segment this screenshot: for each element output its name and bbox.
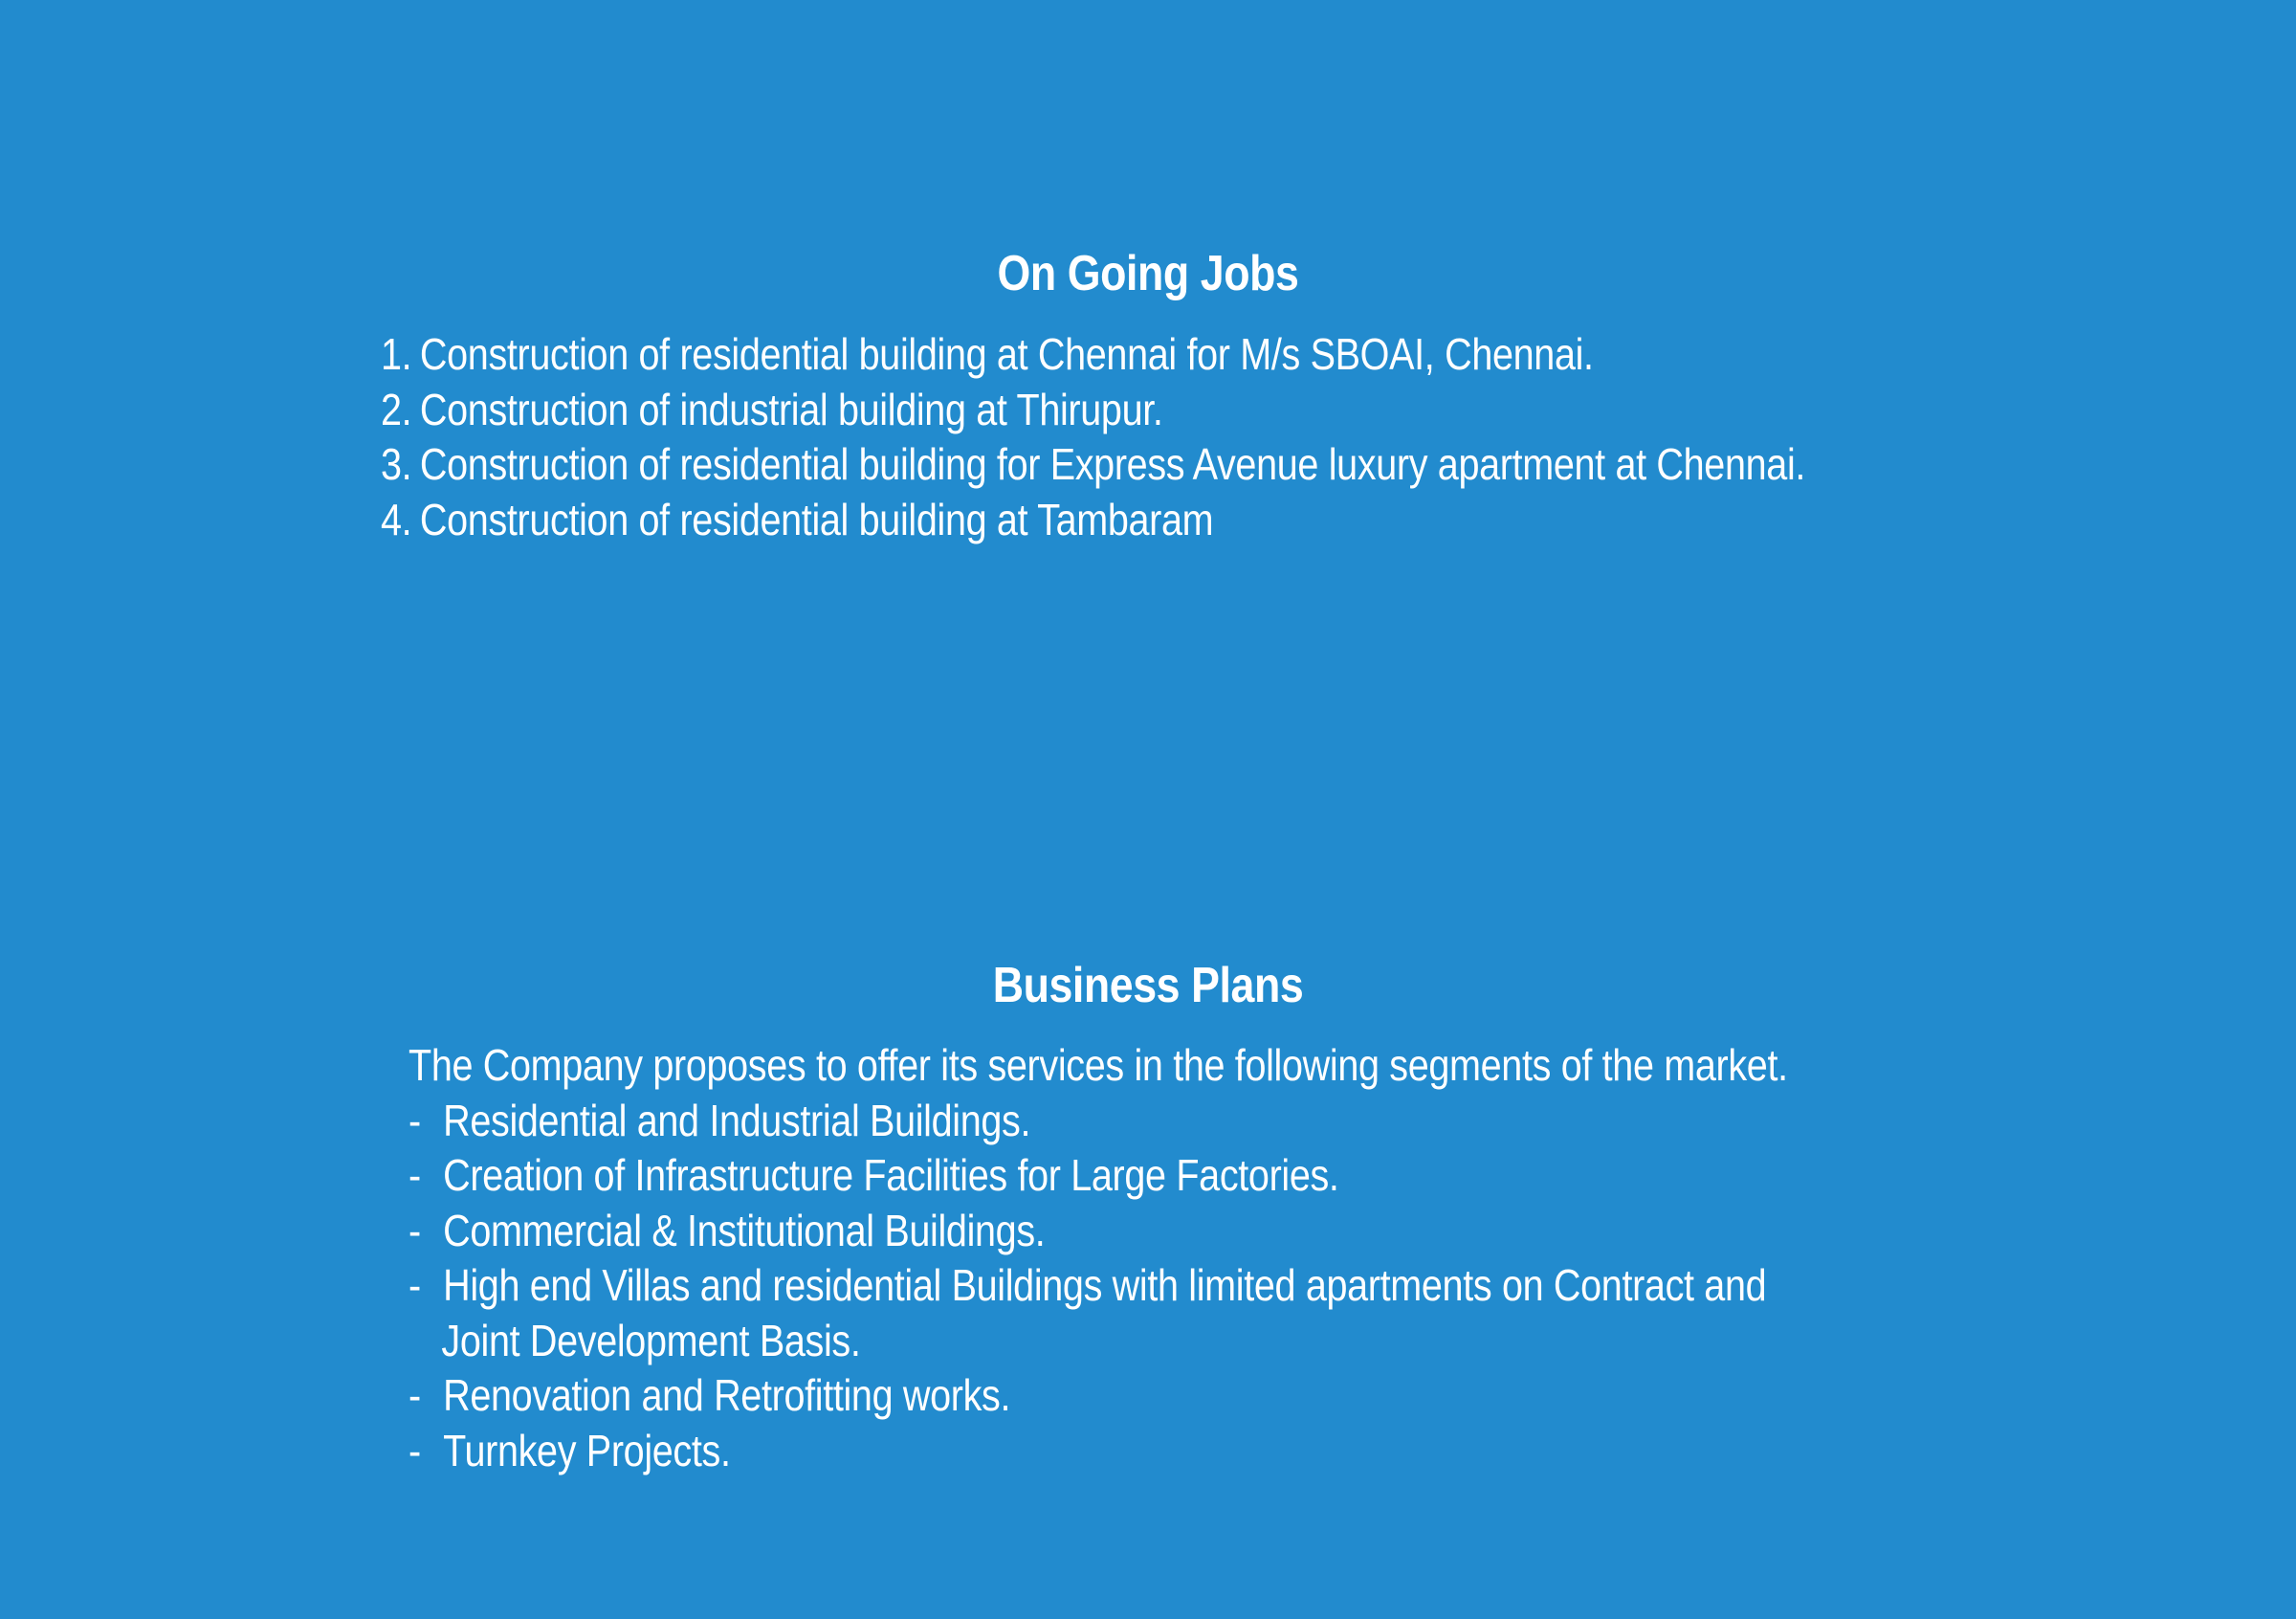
bullet-dash: - bbox=[408, 1260, 421, 1310]
bullet-dash: - bbox=[408, 1370, 421, 1420]
list-item bbox=[381, 437, 1805, 493]
list-item bbox=[408, 1148, 1788, 1204]
business-plans-title: Business Plans bbox=[992, 958, 1304, 1013]
list-item bbox=[381, 327, 1805, 383]
list-item-number: 4. bbox=[381, 494, 412, 544]
list-item bbox=[408, 1204, 1788, 1259]
list-item-text: Commercial & Institutional Buildings. bbox=[443, 1205, 1046, 1255]
list-item bbox=[408, 1368, 1788, 1424]
ongoing-jobs-list bbox=[381, 327, 1805, 547]
list-item-text: Construction of residential building for Express Avenue luxury apartment at Chennai. bbox=[419, 439, 1806, 489]
list-item bbox=[408, 1424, 1788, 1479]
ongoing-jobs-title: On Going Jobs bbox=[997, 246, 1299, 301]
business-plans-block bbox=[408, 1038, 1788, 1478]
bullet-dash: - bbox=[408, 1205, 421, 1255]
list-item-number: 3. bbox=[381, 439, 412, 489]
list-item bbox=[408, 1258, 1788, 1368]
list-item-text: Renovation and Retrofitting works. bbox=[443, 1370, 1011, 1420]
list-item-text: Construction of industrial building at Thirupur. bbox=[419, 384, 1163, 434]
list-item bbox=[381, 493, 1805, 548]
list-item-text-continued: Joint Development Basis. bbox=[441, 1315, 861, 1365]
list-item bbox=[408, 1094, 1788, 1149]
list-item-text: Creation of Infrastructure Facilities for Large Factories. bbox=[443, 1150, 1339, 1200]
business-plans-intro: The Company proposes to offer its services in the following segments of the market. bbox=[408, 1040, 1788, 1090]
bullet-dash: - bbox=[408, 1150, 421, 1200]
business-plans-list bbox=[408, 1094, 1788, 1479]
list-item-text: High end Villas and residential Buildings with limited apartments on Contract and bbox=[443, 1260, 1767, 1310]
list-item-text: Turnkey Projects. bbox=[443, 1425, 731, 1475]
list-item-number: 1. bbox=[381, 329, 412, 379]
list-item-text: Construction of residential building at Tambaram bbox=[419, 494, 1214, 544]
bullet-dash: - bbox=[408, 1425, 421, 1475]
list-item-text: Construction of residential building at Chennai for M/s SBOAI, Chennai. bbox=[419, 329, 1594, 379]
list-item-text: Residential and Industrial Buildings. bbox=[443, 1095, 1031, 1145]
bullet-dash: - bbox=[408, 1095, 421, 1145]
list-item bbox=[381, 383, 1805, 438]
list-item-number: 2. bbox=[381, 384, 412, 434]
